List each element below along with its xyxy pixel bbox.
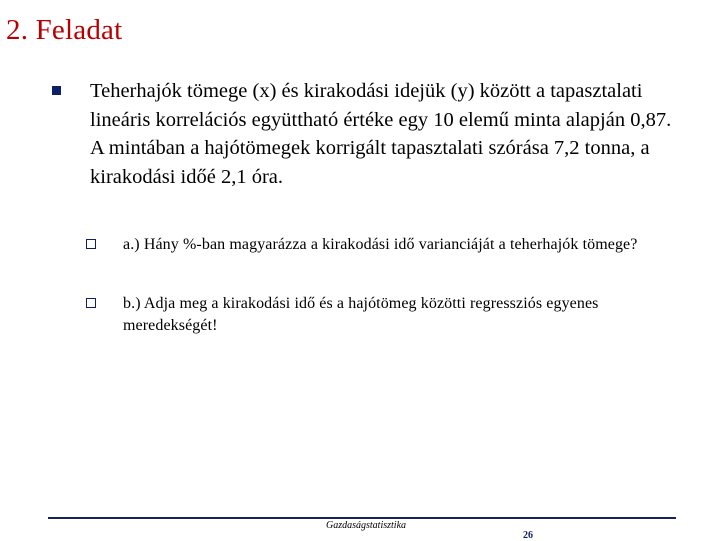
footer-course-name: Gazdaságstatisztika xyxy=(326,520,407,531)
hollow-square-bullet-icon xyxy=(86,298,96,308)
hollow-square-bullet-icon xyxy=(86,239,96,249)
problem-statement: Teherhajók tömege (x) és kirakodási idejük (y) között a tapasztalati lineáris korrelációs együttható értéke egy 10 elemű minta alapján 0,87. A mintában a hajótömegek korrigált tapasztalati szórása 7,2 tonna, a kirakodási időé 2,1 óra. xyxy=(90,80,672,188)
page-number: 26 xyxy=(523,530,533,541)
filled-square-bullet-icon xyxy=(52,86,61,95)
slide-title: 2. Feladat xyxy=(6,14,123,46)
sub-question-a-text: a.) Hány %-ban magyarázza a kirakodási idő varianciáját a teherhajók tömege? xyxy=(123,236,638,253)
footer-divider xyxy=(48,517,676,519)
sub-question-b-text: b.) Adja meg a kirakodási idő és a hajótömeg közötti regressziós egyenes meredekségét! xyxy=(123,295,599,334)
